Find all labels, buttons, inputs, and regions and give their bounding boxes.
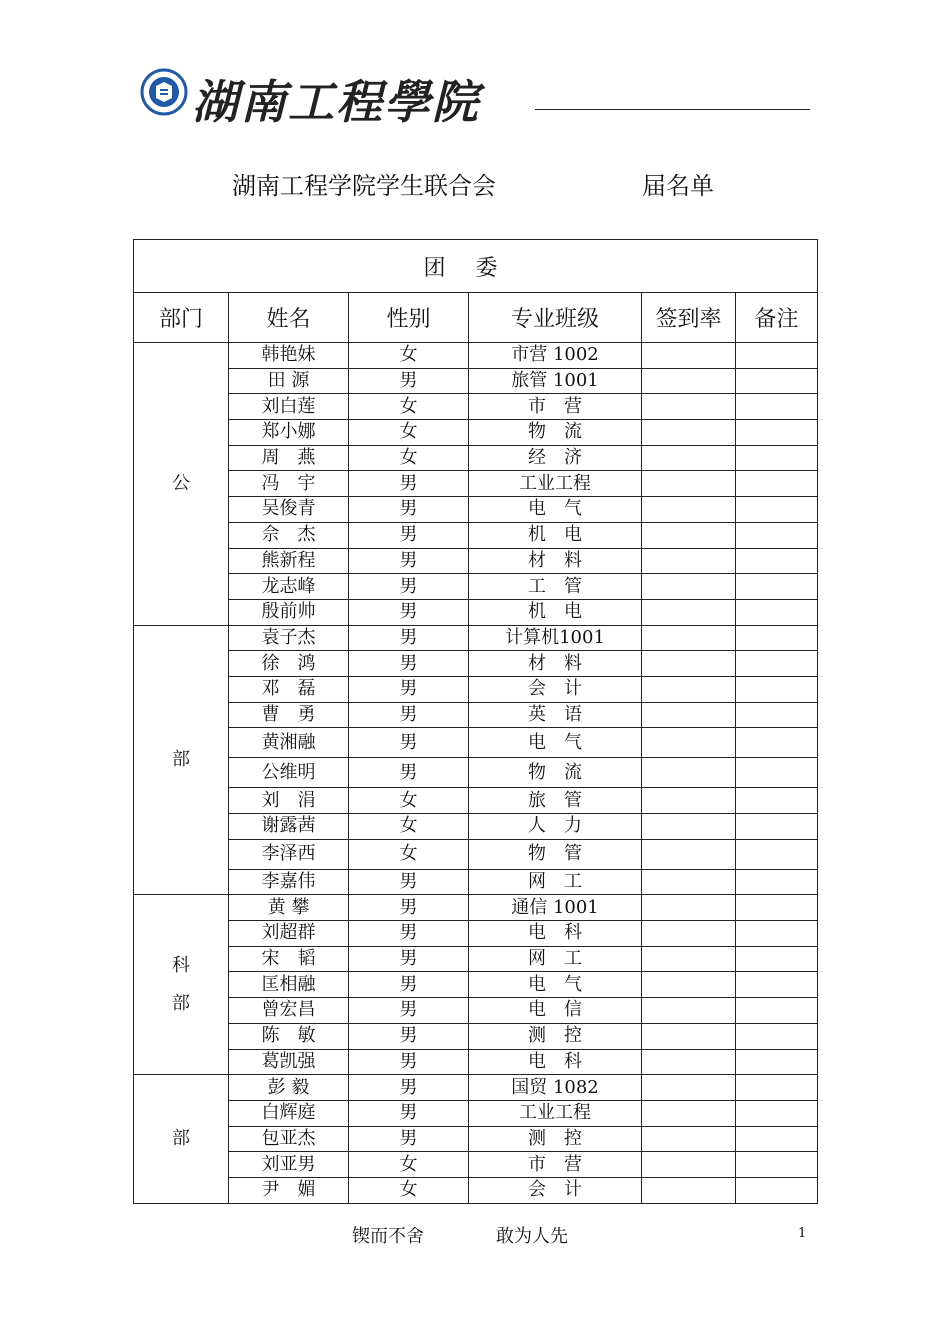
remarks-cell xyxy=(736,548,818,574)
remarks-cell xyxy=(736,1126,818,1152)
gender-cell: 女 xyxy=(349,839,469,869)
attendance-cell xyxy=(642,676,736,702)
name-cell: 刘 涓 xyxy=(229,788,349,814)
table-row xyxy=(134,676,818,702)
attendance-cell xyxy=(642,625,736,651)
table-row xyxy=(134,921,818,947)
gender-cell: 男 xyxy=(349,972,469,998)
remarks-cell xyxy=(736,445,818,471)
table-row xyxy=(134,998,818,1024)
table-row xyxy=(134,869,818,895)
group-title: 团委 xyxy=(134,240,818,293)
remarks-cell xyxy=(736,1177,818,1203)
major-cell: 旅管 1001 xyxy=(469,368,642,394)
name-cell: 黄 攀 xyxy=(229,895,349,921)
roster-table xyxy=(133,239,818,1204)
department-char: 部 xyxy=(172,1127,190,1149)
table-row xyxy=(134,839,818,869)
major-cell: 市 营 xyxy=(469,394,642,420)
name-cell: 吴俊青 xyxy=(229,497,349,523)
gender-cell: 男 xyxy=(349,625,469,651)
column-header: 姓名 xyxy=(229,293,349,343)
column-header: 性别 xyxy=(349,293,469,343)
attendance-cell xyxy=(642,522,736,548)
department-cell xyxy=(134,895,229,1075)
table-row xyxy=(134,394,818,420)
attendance-cell xyxy=(642,702,736,728)
table-row xyxy=(134,702,818,728)
remarks-cell xyxy=(736,343,818,369)
name-cell: 刘白莲 xyxy=(229,394,349,420)
page-header xyxy=(140,62,820,132)
attendance-cell xyxy=(642,1177,736,1203)
remarks-cell xyxy=(736,1152,818,1178)
attendance-cell xyxy=(642,1075,736,1101)
table-row xyxy=(134,1023,818,1049)
footer-motto-right: 敢为人先 xyxy=(496,1226,568,1247)
name-cell: 公维明 xyxy=(229,758,349,788)
remarks-cell xyxy=(736,394,818,420)
remarks-cell xyxy=(736,869,818,895)
table-row xyxy=(134,946,818,972)
table-row xyxy=(134,788,818,814)
remarks-cell xyxy=(736,599,818,625)
remarks-cell xyxy=(736,972,818,998)
attendance-cell xyxy=(642,548,736,574)
major-cell: 工业工程 xyxy=(469,1100,642,1126)
gender-cell: 男 xyxy=(349,702,469,728)
gender-cell: 男 xyxy=(349,676,469,702)
major-cell: 经 济 xyxy=(469,445,642,471)
column-header: 备注 xyxy=(736,293,818,343)
name-cell: 冯 宇 xyxy=(229,471,349,497)
remarks-cell xyxy=(736,497,818,523)
university-emblem-icon xyxy=(140,68,188,116)
department-cell xyxy=(134,1075,229,1203)
gender-cell: 男 xyxy=(349,471,469,497)
gender-cell: 男 xyxy=(349,1023,469,1049)
major-cell: 市 营 xyxy=(469,1152,642,1178)
table-row xyxy=(134,1152,818,1178)
attendance-cell xyxy=(642,788,736,814)
remarks-cell xyxy=(736,471,818,497)
table-row xyxy=(134,1049,818,1075)
table-row xyxy=(134,497,818,523)
major-cell: 旅 管 xyxy=(469,788,642,814)
table-row xyxy=(134,1100,818,1126)
major-cell: 测 控 xyxy=(469,1023,642,1049)
name-cell: 韩艳妹 xyxy=(229,343,349,369)
table-row xyxy=(134,758,818,788)
page-number: 1 xyxy=(798,1226,807,1241)
major-cell: 电 气 xyxy=(469,497,642,523)
attendance-cell xyxy=(642,651,736,677)
major-cell: 物 管 xyxy=(469,839,642,869)
name-cell: 尹 媚 xyxy=(229,1177,349,1203)
remarks-cell xyxy=(736,1100,818,1126)
name-cell: 葛凯强 xyxy=(229,1049,349,1075)
table-row xyxy=(134,420,818,446)
gender-cell: 男 xyxy=(349,1100,469,1126)
major-cell: 英 语 xyxy=(469,702,642,728)
attendance-cell xyxy=(642,1126,736,1152)
department-cell xyxy=(134,625,229,895)
attendance-cell xyxy=(642,368,736,394)
major-cell: 机 电 xyxy=(469,522,642,548)
remarks-cell xyxy=(736,368,818,394)
remarks-cell xyxy=(736,921,818,947)
name-cell: 殷前帅 xyxy=(229,599,349,625)
gender-cell: 男 xyxy=(349,728,469,758)
remarks-cell xyxy=(736,1075,818,1101)
major-cell: 通信 1001 xyxy=(469,895,642,921)
name-cell: 曾宏昌 xyxy=(229,998,349,1024)
column-header: 签到率 xyxy=(642,293,736,343)
column-header-row xyxy=(134,293,818,343)
attendance-cell xyxy=(642,921,736,947)
remarks-cell xyxy=(736,420,818,446)
major-cell: 网 工 xyxy=(469,946,642,972)
attendance-cell xyxy=(642,998,736,1024)
attendance-cell xyxy=(642,1152,736,1178)
name-cell: 李嘉伟 xyxy=(229,869,349,895)
major-cell: 网 工 xyxy=(469,869,642,895)
name-cell: 黄湘融 xyxy=(229,728,349,758)
gender-cell: 女 xyxy=(349,343,469,369)
remarks-cell xyxy=(736,702,818,728)
attendance-cell xyxy=(642,471,736,497)
remarks-cell xyxy=(736,574,818,600)
gender-cell: 男 xyxy=(349,599,469,625)
footer-motto-left: 锲而不舍 xyxy=(352,1226,424,1247)
gender-cell: 男 xyxy=(349,522,469,548)
remarks-cell xyxy=(736,788,818,814)
attendance-cell xyxy=(642,497,736,523)
remarks-cell xyxy=(736,839,818,869)
gender-cell: 男 xyxy=(349,921,469,947)
gender-cell: 女 xyxy=(349,788,469,814)
major-cell: 材 料 xyxy=(469,548,642,574)
name-cell: 曹 勇 xyxy=(229,702,349,728)
name-cell: 宋 韬 xyxy=(229,946,349,972)
attendance-cell xyxy=(642,728,736,758)
gender-cell: 女 xyxy=(349,445,469,471)
table-row xyxy=(134,368,818,394)
document-title-suffix: 届名单 xyxy=(642,172,714,200)
remarks-cell xyxy=(736,758,818,788)
column-header: 部门 xyxy=(134,293,229,343)
name-cell: 陈 敏 xyxy=(229,1023,349,1049)
attendance-cell xyxy=(642,758,736,788)
name-cell: 袁子杰 xyxy=(229,625,349,651)
table-row xyxy=(134,972,818,998)
major-cell: 工 管 xyxy=(469,574,642,600)
name-cell: 彭 毅 xyxy=(229,1075,349,1101)
major-cell: 电 科 xyxy=(469,921,642,947)
remarks-cell xyxy=(736,1049,818,1075)
table-row xyxy=(134,728,818,758)
remarks-cell xyxy=(736,998,818,1024)
name-cell: 周 燕 xyxy=(229,445,349,471)
attendance-cell xyxy=(642,1049,736,1075)
name-cell: 白辉庭 xyxy=(229,1100,349,1126)
gender-cell: 男 xyxy=(349,368,469,394)
major-cell: 电 气 xyxy=(469,728,642,758)
table-row xyxy=(134,343,818,369)
remarks-cell xyxy=(736,728,818,758)
name-cell: 熊新程 xyxy=(229,548,349,574)
attendance-cell xyxy=(642,599,736,625)
remarks-cell xyxy=(736,522,818,548)
remarks-cell xyxy=(736,651,818,677)
attendance-cell xyxy=(642,1023,736,1049)
name-cell: 田 源 xyxy=(229,368,349,394)
document-title: 湖南工程学院学生联合会 xyxy=(232,172,496,200)
major-cell: 电 气 xyxy=(469,972,642,998)
table-row xyxy=(134,895,818,921)
major-cell: 测 控 xyxy=(469,1126,642,1152)
name-cell: 刘超群 xyxy=(229,921,349,947)
attendance-cell xyxy=(642,895,736,921)
table-row xyxy=(134,1126,818,1152)
name-cell: 龙志峰 xyxy=(229,574,349,600)
major-cell: 工业工程 xyxy=(469,471,642,497)
table-row xyxy=(134,814,818,840)
major-cell: 人 力 xyxy=(469,814,642,840)
department-char: 部 xyxy=(172,992,190,1014)
remarks-cell xyxy=(736,814,818,840)
gender-cell: 女 xyxy=(349,1177,469,1203)
gender-cell: 男 xyxy=(349,651,469,677)
attendance-cell xyxy=(642,946,736,972)
gender-cell: 男 xyxy=(349,574,469,600)
remarks-cell xyxy=(736,895,818,921)
remarks-cell xyxy=(736,1023,818,1049)
remarks-cell xyxy=(736,676,818,702)
table-row xyxy=(134,445,818,471)
name-cell: 匡相融 xyxy=(229,972,349,998)
major-cell: 市营 1002 xyxy=(469,343,642,369)
table-row xyxy=(134,574,818,600)
table-row xyxy=(134,599,818,625)
attendance-cell xyxy=(642,343,736,369)
gender-cell: 男 xyxy=(349,869,469,895)
department-char: 部 xyxy=(172,748,190,770)
name-cell: 佘 杰 xyxy=(229,522,349,548)
table-row xyxy=(134,651,818,677)
column-header: 专业班级 xyxy=(469,293,642,343)
gender-cell: 女 xyxy=(349,394,469,420)
gender-cell: 男 xyxy=(349,758,469,788)
major-cell: 电 科 xyxy=(469,1049,642,1075)
major-cell: 国贸 1082 xyxy=(469,1075,642,1101)
table-row xyxy=(134,625,818,651)
table-row xyxy=(134,471,818,497)
gender-cell: 男 xyxy=(349,1049,469,1075)
major-cell: 物 流 xyxy=(469,420,642,446)
table-row xyxy=(134,1075,818,1101)
table-row xyxy=(134,548,818,574)
name-cell: 刘亚男 xyxy=(229,1152,349,1178)
name-cell: 郑小娜 xyxy=(229,420,349,446)
gender-cell: 男 xyxy=(349,946,469,972)
major-cell: 材 料 xyxy=(469,651,642,677)
name-cell: 谢露茜 xyxy=(229,814,349,840)
gender-cell: 女 xyxy=(349,814,469,840)
attendance-cell xyxy=(642,1100,736,1126)
university-logo-text: 湖南工程學院 xyxy=(192,75,480,129)
attendance-cell xyxy=(642,839,736,869)
major-cell: 会 计 xyxy=(469,1177,642,1203)
department-char: 科 xyxy=(172,954,190,976)
department-cell xyxy=(134,343,229,626)
attendance-cell xyxy=(642,814,736,840)
major-cell: 机 电 xyxy=(469,599,642,625)
header-rule xyxy=(535,109,810,110)
major-cell: 物 流 xyxy=(469,758,642,788)
attendance-cell xyxy=(642,420,736,446)
name-cell: 徐 鸿 xyxy=(229,651,349,677)
attendance-cell xyxy=(642,972,736,998)
gender-cell: 男 xyxy=(349,497,469,523)
gender-cell: 女 xyxy=(349,420,469,446)
gender-cell: 男 xyxy=(349,998,469,1024)
major-cell: 计算机1001 xyxy=(469,625,642,651)
attendance-cell xyxy=(642,574,736,600)
name-cell: 邓 磊 xyxy=(229,676,349,702)
name-cell: 李泽西 xyxy=(229,839,349,869)
name-cell: 包亚杰 xyxy=(229,1126,349,1152)
major-cell: 会 计 xyxy=(469,676,642,702)
table-row xyxy=(134,1177,818,1203)
gender-cell: 男 xyxy=(349,895,469,921)
gender-cell: 女 xyxy=(349,1152,469,1178)
gender-cell: 男 xyxy=(349,548,469,574)
major-cell: 电 信 xyxy=(469,998,642,1024)
attendance-cell xyxy=(642,869,736,895)
attendance-cell xyxy=(642,394,736,420)
gender-cell: 男 xyxy=(349,1126,469,1152)
remarks-cell xyxy=(736,625,818,651)
gender-cell: 男 xyxy=(349,1075,469,1101)
remarks-cell xyxy=(736,946,818,972)
table-row xyxy=(134,522,818,548)
department-char: 公 xyxy=(172,472,190,494)
attendance-cell xyxy=(642,445,736,471)
